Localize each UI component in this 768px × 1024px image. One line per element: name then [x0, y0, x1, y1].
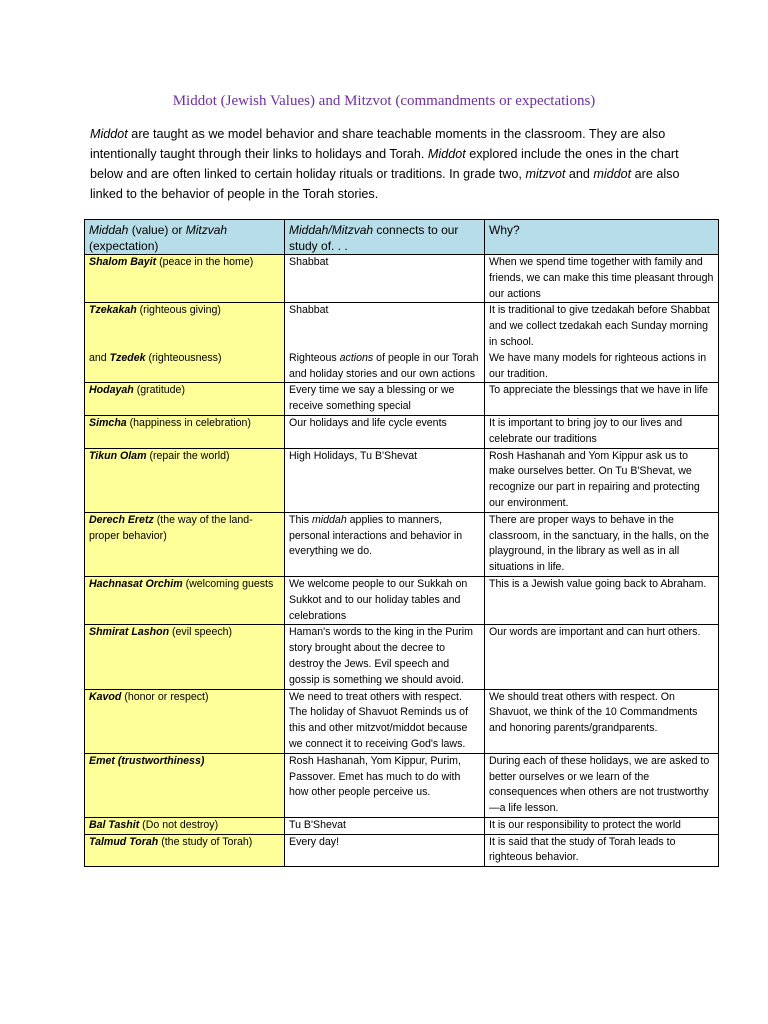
value-name: Tzekakah — [89, 304, 137, 317]
value-desc: (the way of the land-proper behavior) — [89, 513, 253, 542]
header-text: connects to our study of. . . — [289, 223, 459, 253]
value-name: Hachnasat Orchim — [89, 577, 183, 590]
table-row — [85, 817, 719, 834]
header-text: Middah — [89, 223, 129, 237]
table-row — [85, 512, 719, 576]
table-row — [85, 576, 719, 624]
intro-text: and — [565, 167, 594, 181]
value-name: Tzedek — [109, 351, 146, 364]
table-row — [85, 753, 719, 817]
table-row — [85, 625, 719, 689]
intro-term: Middot — [90, 127, 128, 141]
value-desc: (evil speech) — [169, 626, 233, 639]
connects-cell: Haman's words to the king in the Purim story brought about the decree to destroy the Jews. Evil speech and gossip is something we should avoid. — [285, 625, 485, 689]
value-cell — [85, 415, 285, 448]
why-cell: When we spend time together with family and friends, we can make this time pleasant through our actions — [485, 255, 719, 303]
value-name: Emet (trustworthiness) — [89, 754, 205, 767]
value-desc: and — [89, 351, 110, 364]
connects-text: of people in our Torah and holiday stories and our own actions — [289, 351, 479, 380]
value-cell — [85, 576, 285, 624]
table-row — [85, 834, 719, 867]
value-cell — [85, 383, 285, 416]
connects-cell: Our holidays and life cycle events — [285, 415, 485, 448]
connects-cell: Shabbat — [285, 255, 485, 303]
intro-text: explored include the ones in the chart below and are often linked to certain holiday rituals or traditions. In grade two, — [90, 147, 679, 181]
connects-cell — [285, 512, 485, 576]
intro-term: Middot — [427, 147, 466, 161]
value-cell — [85, 834, 285, 867]
value-cell — [85, 689, 285, 753]
header-text: Middah/Mitzvah — [289, 223, 374, 237]
value-desc: (peace in the home) — [156, 256, 254, 268]
header-middah — [85, 220, 285, 255]
connects-cell — [285, 303, 485, 383]
connects-cell: Rosh Hashanah, Yom Kippur, Purim, Passover. Emet has much to do with how other people perceive us. — [285, 753, 485, 817]
value-name: Derech Eretz — [89, 513, 154, 526]
value-name: Bal Tashit — [89, 818, 140, 831]
connects-cell: Tu B'Shevat — [285, 817, 485, 834]
value-name: Talmud Torah — [89, 835, 159, 848]
table-row — [85, 255, 719, 303]
value-name: Shalom Bayit — [89, 256, 157, 268]
value-cell — [85, 625, 285, 689]
value-desc: (righteous giving) — [136, 304, 221, 317]
intro-text: are taught as we model behavior and share teachable moments in the classroom. They are also intentionally taught through their links to holidays and Torah. — [90, 127, 666, 161]
value-desc: (Do not destroy) — [139, 818, 219, 831]
value-desc: (repair the world) — [146, 449, 230, 462]
intro-term: mitzvot — [525, 167, 566, 181]
value-desc: (righteousness) — [145, 351, 222, 364]
why-cell: Rosh Hashanah and Yom Kippur ask us to make ourselves better. On Tu B'Shevat, we recognize our part in repairing and protecting our environment. — [485, 448, 719, 512]
connects-cell: Every time we say a blessing or we receive something special — [285, 383, 485, 416]
connects-text: Shabbat — [289, 304, 329, 317]
connects-text: Righteous — [289, 351, 340, 364]
page-title: Middot (Jewish Values) and Mitzvot (commandments or expectations) — [172, 93, 596, 109]
middot-table — [84, 219, 719, 867]
table-row — [85, 689, 719, 753]
why-cell: This is a Jewish value going back to Abraham. — [485, 576, 719, 624]
value-cell — [85, 512, 285, 576]
value-desc: (the study of Torah) — [158, 835, 253, 848]
value-cell — [85, 817, 285, 834]
value-cell — [85, 753, 285, 817]
connects-cell: Every day! — [285, 834, 485, 867]
header-text: (expectation) — [89, 239, 159, 253]
connects-cell: We welcome people to our Sukkah on Sukkot and to our holiday tables and celebrations — [285, 576, 485, 624]
table-row — [85, 303, 719, 383]
intro-paragraph — [90, 124, 690, 204]
value-name: Simcha — [89, 416, 127, 429]
connects-text: actions — [339, 351, 374, 364]
value-name: Shmirat Lashon — [89, 626, 170, 639]
value-desc: (gratitude) — [133, 384, 185, 397]
header-connects — [285, 220, 485, 255]
table-header-row — [85, 220, 719, 255]
why-text: It is traditional to give tzedakah before Shabbat and we collect tzedakah each Sunday morning in school. — [489, 304, 710, 348]
connects-text: middah — [311, 513, 347, 526]
why-cell: There are proper ways to behave in the classroom, in the sanctuary, in the halls, on the playground, in the library as well as in all situations in life. — [485, 512, 719, 576]
header-why: Why? — [485, 220, 719, 255]
value-name: Hodayah — [89, 384, 134, 397]
connects-text: This — [289, 513, 312, 526]
why-cell: To appreciate the blessings that we have in life — [485, 383, 719, 416]
value-cell — [85, 303, 285, 383]
table-row — [85, 448, 719, 512]
why-cell: Our words are important and can hurt others. — [485, 625, 719, 689]
why-cell — [485, 303, 719, 383]
table-row — [85, 415, 719, 448]
value-name: Tikun Olam — [89, 449, 147, 462]
table-row — [85, 383, 719, 416]
intro-term: middot — [593, 167, 632, 181]
value-name: Kavod — [89, 690, 122, 703]
value-desc: (honor or respect) — [121, 690, 209, 703]
value-cell — [85, 448, 285, 512]
why-text: We have many models for righteous actions in our tradition. — [489, 351, 707, 380]
value-desc: (welcoming guests — [182, 577, 274, 590]
why-cell: It is our responsibility to protect the world — [485, 817, 719, 834]
why-cell: It is said that the study of Torah leads to righteous behavior. — [485, 834, 719, 867]
intro-text: are also linked to the behavior of people in the Torah stories. — [90, 167, 680, 201]
connects-cell: We need to treat others with respect. The holiday of Shavuot Reminds us of this and other mitzvot/middot because we connect it to receiving God's laws. — [285, 689, 485, 753]
header-text: (value) or — [128, 223, 186, 237]
why-cell: We should treat others with respect. On Shavuot, we think of the 10 Commandments and honoring parents/grandparents. — [485, 689, 719, 753]
connects-text: applies to manners, personal interactions and behavior in everything we do. — [289, 513, 463, 558]
value-cell — [85, 255, 285, 303]
why-cell: It is important to bring joy to our lives and celebrate our traditions — [485, 415, 719, 448]
why-cell: During each of these holidays, we are asked to better ourselves or we learn of the consequences when others are not trustworthy—a life lesson. — [485, 753, 719, 817]
value-desc: (happiness in celebration) — [126, 416, 251, 429]
header-text: Mitzvah — [185, 223, 228, 237]
connects-cell: High Holidays, Tu B'Shevat — [285, 448, 485, 512]
